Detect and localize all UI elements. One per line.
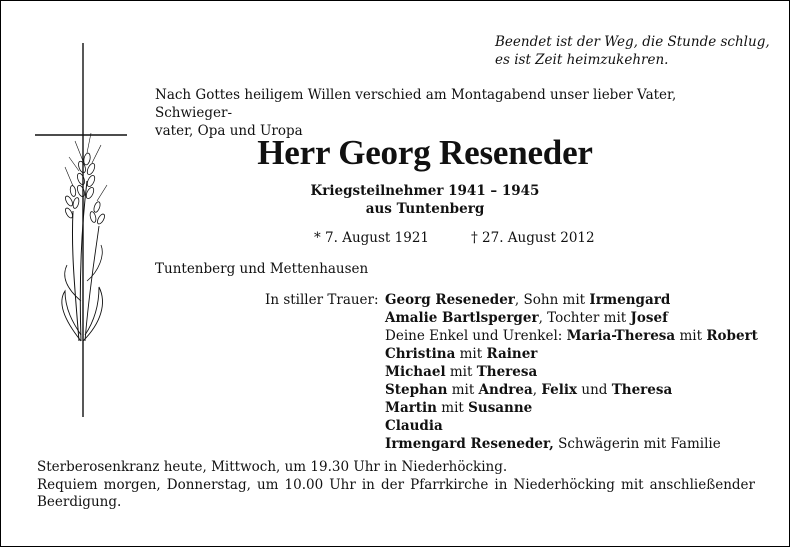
mourner-relation: ,: [532, 382, 542, 398]
mourner-name: Felix: [541, 382, 578, 398]
mourner-name: Maria-Theresa: [566, 328, 676, 344]
footer-line-3: Beerdigung.: [37, 494, 122, 510]
mourner-row: [385, 435, 758, 453]
mourner-name: Amalie Bartlsperger: [385, 310, 539, 326]
service-info: [37, 459, 755, 512]
deceased-name: Herr Georg Reseneder: [257, 133, 593, 172]
subtitle-line-2: aus Tuntenberg: [365, 201, 485, 217]
mourner-relation: Schwägerin mit Familie: [553, 436, 721, 452]
mourner-name: Martin: [385, 400, 437, 416]
mourner-relation: , Sohn mit: [514, 292, 590, 308]
mourning-label: In stiller Trauer:: [265, 292, 379, 308]
mourner-name: Andrea: [478, 382, 533, 398]
mourner-name: Claudia: [385, 418, 443, 434]
mourner-row: [385, 417, 758, 435]
mourner-name: Stephan: [385, 382, 448, 398]
mourner-relation: , Tochter mit: [538, 310, 631, 326]
mourner-row: [385, 381, 758, 399]
mourner-row: [385, 327, 758, 345]
mourner-row: [385, 345, 758, 363]
mourner-name: Irmengard: [589, 292, 671, 308]
mourner-name: Rainer: [486, 346, 538, 362]
birth-date: * 7. August 1921: [314, 230, 429, 246]
motto-verse: [495, 33, 770, 69]
mourner-name: Theresa: [611, 382, 673, 398]
subtitle-line-1: Kriegsteilnehmer 1941 – 1945: [310, 183, 540, 199]
subtitle: [1, 182, 789, 218]
intro-line-1: Nach Gottes heiligem Willen verschied am Montagabend unser lieber Vater, Schwieger-: [155, 87, 677, 121]
mourner-relation: und: [577, 382, 612, 398]
mourner-relation: mit: [436, 400, 469, 416]
mourner-name: Irmengard Reseneder,: [385, 436, 554, 452]
footer-line-2: Requiem morgen, Donnerstag, um 10.00 Uhr in der Pfarrkirche in Niederhöcking mit anschließender: [37, 476, 755, 493]
death-date: † 27. August 2012: [471, 230, 595, 246]
mourner-row: [385, 363, 758, 381]
mourner-name: Christina: [385, 346, 456, 362]
mourner-row: [385, 399, 758, 417]
motto-line-2: es ist Zeit heimzukehren.: [495, 52, 669, 68]
mourner-name: Michael: [385, 364, 446, 380]
mourner-relation: mit: [445, 364, 477, 380]
mourner-relation: Deine Enkel und Urenkel:: [385, 328, 567, 344]
mourner-row: [385, 309, 758, 327]
mourner-name: Theresa: [476, 364, 538, 380]
footer-line-1: Sterberosenkranz heute, Mittwoch, um 19.30 Uhr in Niederhöcking.: [37, 459, 508, 475]
motto-line-1: Beendet ist der Weg, die Stunde schlug,: [495, 34, 770, 50]
places-line: Tuntenberg und Mettenhausen: [155, 261, 369, 277]
mourner-row: [385, 291, 758, 309]
mourner-name: Georg Reseneder: [385, 292, 515, 308]
mourner-name: Robert: [706, 328, 758, 344]
mourner-name: Josef: [630, 310, 668, 326]
mourner-relation: mit: [447, 382, 479, 398]
mourner-relation: mit: [455, 346, 487, 362]
mourner-relation: mit: [675, 328, 707, 344]
intro-line-2: vater, Opa und Uropa: [155, 123, 303, 139]
mourners-list: [385, 291, 758, 453]
mourner-name: Susanne: [468, 400, 533, 416]
cross-with-wheat-icon: [35, 41, 131, 421]
